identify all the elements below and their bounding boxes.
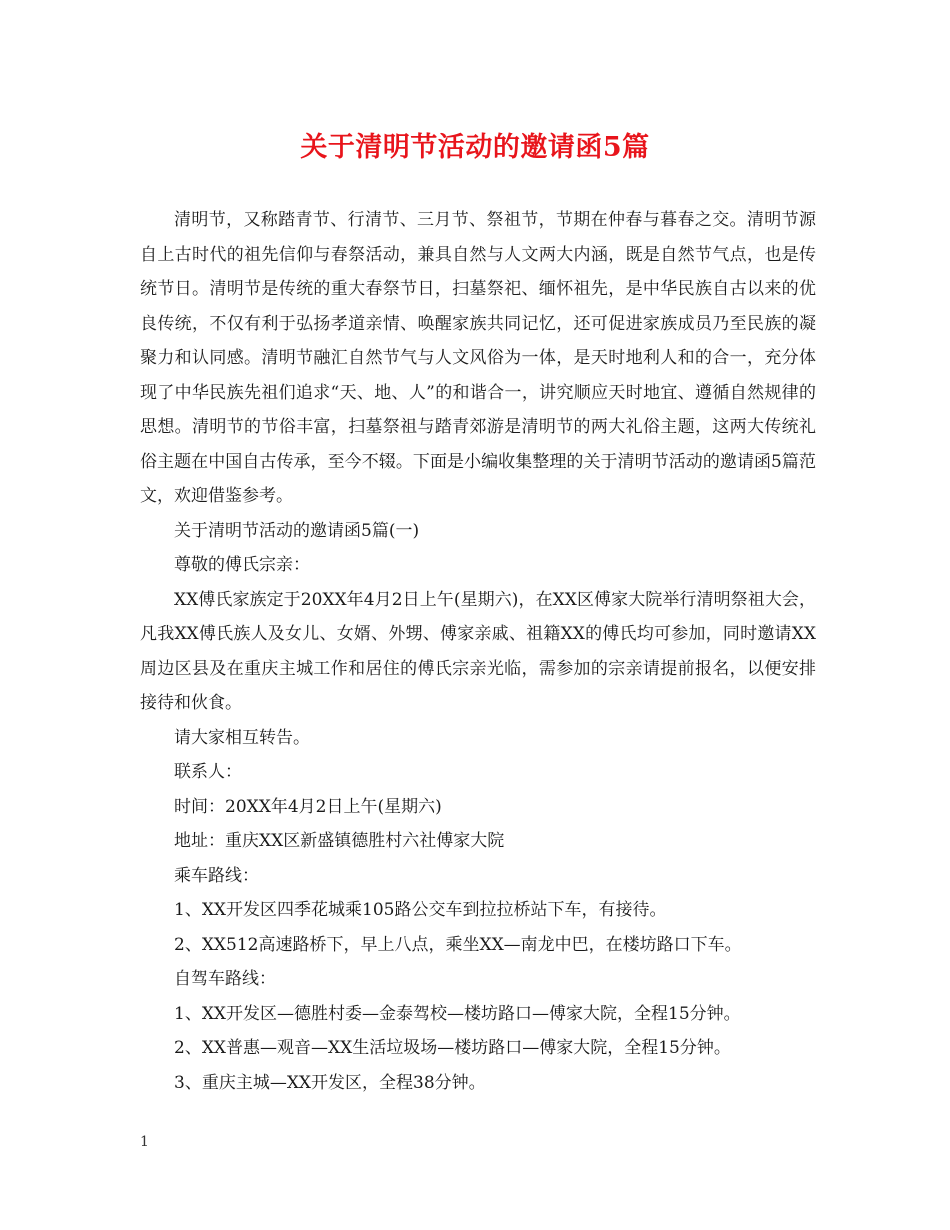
- section-heading: 关于清明节活动的邀请函5篇(一): [174, 520, 420, 541]
- text-line: 请大家相互转告。: [174, 727, 310, 748]
- text-line: 联系人：: [174, 762, 242, 782]
- text-line: 时间：20XX年4月2日上午(星期六): [174, 796, 442, 817]
- text-line: 地址：重庆XX区新盛镇德胜村六社傅家大院: [174, 831, 505, 851]
- text-line: 自驾车路线：: [174, 969, 276, 989]
- invitation-paragraph: XX傅氏家族定于20XX年4月2日上午(星期六)，在XX区傅家大院举行清明祭祖大会，凡我XX傅氏族人及女儿、女婿、外甥、傅家亲戚、祖籍XX的傅氏均可参加，同时邀请XX周边区县及在重庆主城工作和居住的傅氏宗亲光临，需参加的宗亲请提前报名，以便安排接待和伙食。: [140, 589, 816, 713]
- salutation: 尊敬的傅氏宗亲：: [174, 555, 310, 575]
- text-line: 2、XX512高速路桥下，早上八点，乘坐XX—南龙中巴，在楼坊路口下车。: [174, 934, 742, 955]
- intro-paragraph: 清明节，又称踏青节、行清节、三月节、祭祖节，节期在仲春与暮春之交。清明节源自上古时代的祖先信仰与春祭活动，兼具自然与人文两大内涵，既是自然节气点，也是传统节日。清明节是传统的重大春祭节日，扫墓祭祀、缅怀祖先，是中华民族自古以来的优良传统，不仅有利于弘扬孝道亲情、唤醒家族共同记忆，还可促进家族成员乃至民族的凝聚力和认同感。清明节融汇自然节气与人文风俗为一体，是天时地利人和的合一，充分体现了中华民族先祖们追求“天、地、人”的和谐合一，讲究顺应天时地宜、遵循自然规律的思想。清明节的节俗丰富，扫墓祭祖与踏青郊游是清明节的两大礼俗主题，这两大传统礼俗主题在中国自古传承，至今不辍。下面是小编收集整理的关于清明节活动的邀请函5篇范文，欢迎借鉴参考。: [140, 210, 816, 506]
- text-line: 3、重庆主城—XX开发区，全程38分钟。: [174, 1072, 486, 1093]
- text-line: 1、XX开发区四季花城乘105路公交车到拉拉桥站下车，有接待。: [174, 900, 667, 920]
- text-line: 乘车路线：: [174, 865, 259, 886]
- page-number: 1: [140, 1134, 149, 1150]
- text-line: 1、XX开发区—德胜村委—金泰驾校—楼坊路口—傅家大院，全程15分钟。: [174, 1003, 741, 1024]
- document-title: 关于清明节活动的邀请函5篇: [300, 132, 650, 163]
- document-body: [140, 203, 816, 1100]
- text-line: 2、XX普惠—观音—XX生活垃圾场—楼坊路口—傅家大院，全程15分钟。: [174, 1038, 731, 1058]
